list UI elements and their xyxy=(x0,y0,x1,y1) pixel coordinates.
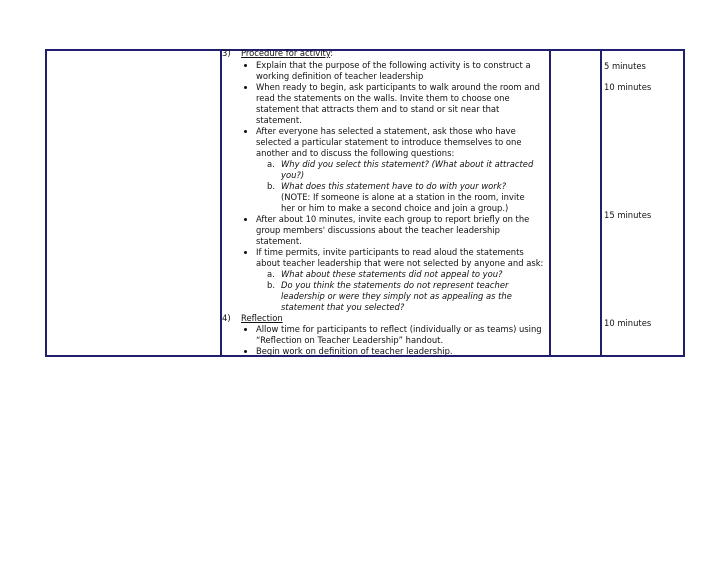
reflection-text-line: “Reflection on Teacher Leadership” handout. xyxy=(256,335,444,345)
column-divider xyxy=(220,51,222,355)
procedure-text-line: about teacher leadership that were not selected by anyone and ask: xyxy=(256,258,544,268)
time-allotment: 5 minutes xyxy=(604,61,646,71)
procedure-text-line: working definition of teacher leadership xyxy=(256,71,424,81)
note-line: her or him to make a second choice and join a group.) xyxy=(281,203,509,213)
procedure-text-line: After about 10 minutes, invite each group to report briefly on the xyxy=(256,214,530,224)
procedure-text-line: statement that attracts them and to stand or sit near that xyxy=(256,104,500,114)
procedure-text-line: Explain that the purpose of the following activity is to construct a xyxy=(256,60,531,70)
procedure-text-line: selected a particular statement to introduce themselves to one xyxy=(256,137,522,147)
note-line: (NOTE: If someone is alone at a station in the room, invite xyxy=(281,192,525,202)
time-allotment: 10 minutes xyxy=(604,318,652,328)
procedure-text-line: When ready to begin, ask participants to walk around the room and xyxy=(256,82,541,92)
section-heading: Reflection xyxy=(241,313,283,323)
question-line: statement that you selected? xyxy=(281,302,405,312)
sub-item-marker: b. xyxy=(267,280,275,290)
question-line: Why did you select this statement? (What about it attracted xyxy=(281,159,534,169)
time-allotment: 15 minutes xyxy=(604,210,652,220)
question-line: What does this statement have to do with your work? xyxy=(281,181,507,191)
bullet xyxy=(244,251,247,254)
sub-item-marker: b. xyxy=(267,181,275,191)
heading-colon: : xyxy=(330,48,334,58)
bullet xyxy=(244,130,247,133)
question-line: Do you think the statements do not represent teacher xyxy=(281,280,509,290)
procedure-text-line: If time permits, invite participants to read aloud the statements xyxy=(256,247,524,257)
question-line: What about these statements did not appeal to you? xyxy=(281,269,503,279)
section-heading xyxy=(241,48,333,59)
procedure-text-line: statement. xyxy=(256,236,302,246)
time-allotment: 10 minutes xyxy=(604,82,652,92)
bullet xyxy=(244,86,247,89)
procedure-text-line: another and to discuss the following questions: xyxy=(256,148,455,158)
bullet xyxy=(244,350,247,353)
reflection-text-line: Allow time for participants to reflect (individually or as teams) using xyxy=(256,324,542,334)
sub-item-marker: a. xyxy=(267,159,275,169)
section-number: 3) xyxy=(222,48,231,58)
section-heading-text: Procedure for activity xyxy=(241,48,331,58)
section-number: 4) xyxy=(222,313,231,323)
procedure-text-line: After everyone has selected a statement, ask those who have xyxy=(256,126,516,136)
procedure-text-line: read the statements on the walls. Invite them to choose one xyxy=(256,93,510,103)
column-divider xyxy=(549,51,551,355)
question-line: leadership or were they simply not as appealing as the xyxy=(281,291,512,301)
bullet xyxy=(244,328,247,331)
bullet xyxy=(244,64,247,67)
question-line: you?) xyxy=(281,170,305,180)
reflection-text-line: Begin work on definition of teacher leadership. xyxy=(256,346,453,356)
column-divider xyxy=(600,51,602,355)
sub-item-marker: a. xyxy=(267,269,275,279)
bullet xyxy=(244,218,247,221)
procedure-text-line: statement. xyxy=(256,115,302,125)
procedure-text-line: group members' discussions about the teacher leadership xyxy=(256,225,500,235)
